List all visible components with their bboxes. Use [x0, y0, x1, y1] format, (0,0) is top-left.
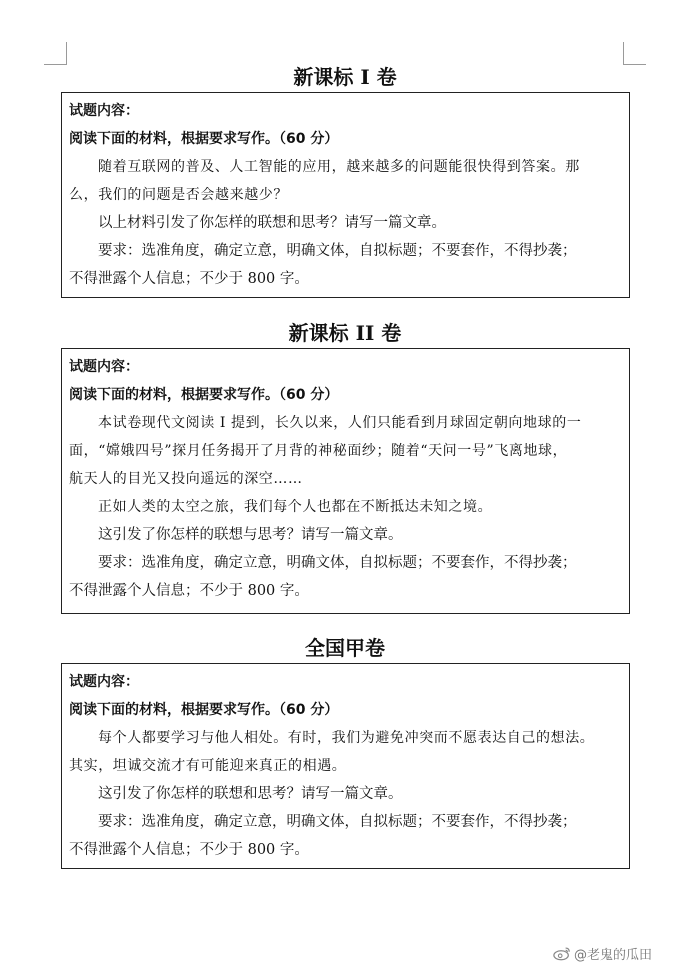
content-label: 试题内容： [69, 103, 139, 119]
section-title-2: 新课标 II 卷 [288, 321, 402, 345]
crop-mark-top-left [44, 42, 67, 65]
material-line: 其实，坦诚交流才有可能迎来真正的相遇。 [69, 758, 347, 774]
question-heading: 阅读下面的材料，根据要求写作。（60 分） [69, 131, 339, 147]
material-line: 么，我们的问题是否会越来越少？ [69, 187, 288, 203]
material-line: 航天人的目光又投向遥远的深空…… [69, 471, 303, 487]
question-heading: 阅读下面的材料，根据要求写作。（60 分） [69, 702, 339, 718]
question-box-1 [61, 92, 630, 298]
requirements-line: 要求：选准角度，确定立意，明确文体，自拟标题；不要套作，不得抄袭； [98, 243, 577, 259]
watermark [553, 944, 652, 963]
requirements-line: 不得泄露个人信息；不少于 800 字。 [69, 271, 309, 287]
requirements-line: 不得泄露个人信息；不少于 800 字。 [69, 842, 309, 858]
requirements-line: 要求：选准角度，确定立意，明确文体，自拟标题；不要套作，不得抄袭； [98, 814, 577, 830]
requirements-line: 不得泄露个人信息；不少于 800 字。 [69, 583, 309, 599]
writing-prompt: 以上材料引发了你怎样的联想和思考？请写一篇文章。 [98, 215, 446, 231]
writing-prompt: 这引发了你怎样的联想和思考？请写一篇文章。 [98, 786, 403, 802]
writing-prompt: 这引发了你怎样的联想与思考？请写一篇文章。 [98, 527, 403, 543]
weibo-icon [553, 946, 571, 961]
crop-mark-top-right [623, 42, 646, 65]
requirements-line: 要求：选准角度，确定立意，明确文体，自拟标题；不要套作，不得抄袭； [98, 555, 577, 571]
material-line: 每个人都要学习与他人相处。有时，我们为避免冲突而不愿表达自己的想法。 [98, 730, 595, 746]
watermark-text: @老鬼的瓜田 [574, 948, 653, 963]
material-line: 随着互联网的普及、人工智能的应用，越来越多的问题能很快得到答案。那 [98, 159, 580, 175]
question-box-2 [61, 348, 630, 614]
material-line: 正如人类的太空之旅，我们每个人也都在不断抵达未知之境。 [98, 499, 493, 515]
section-title-3: 全国甲卷 [305, 636, 385, 660]
content-label: 试题内容： [69, 359, 139, 375]
question-heading: 阅读下面的材料，根据要求写作。（60 分） [69, 387, 339, 403]
content-label: 试题内容： [69, 674, 139, 690]
question-box-3 [61, 663, 630, 869]
section-title-1: 新课标 I 卷 [293, 65, 397, 89]
material-line: 面，“嫦娥四号”探月任务揭开了月背的神秘面纱；随着“天问一号”飞离地球， [69, 443, 568, 459]
material-line: 本试卷现代文阅读 I 提到，长久以来，人们只能看到月球固定朝向地球的一 [98, 415, 582, 431]
